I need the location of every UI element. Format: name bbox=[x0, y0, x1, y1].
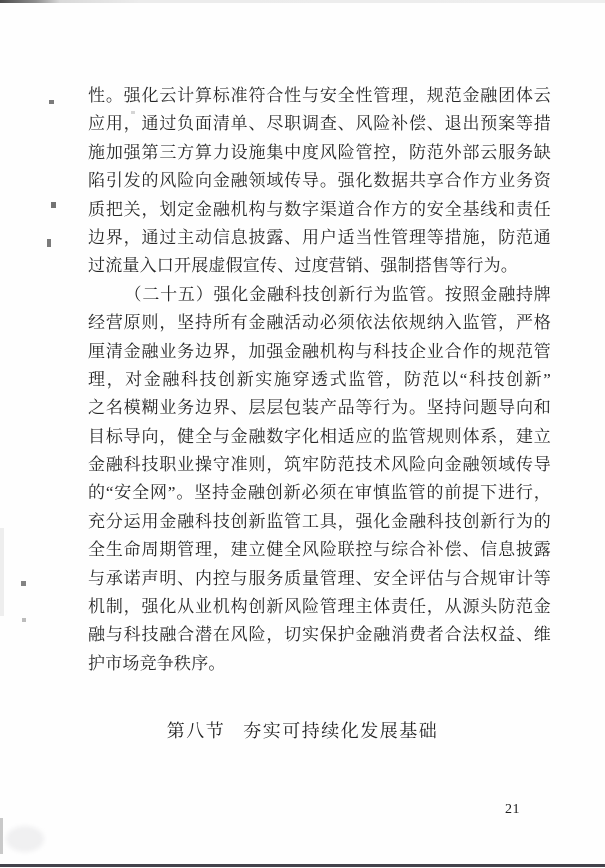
section-number: 第八节 bbox=[166, 721, 226, 741]
scan-smudge bbox=[6, 826, 44, 852]
text-line: 之名模糊业务边界、层层包装产品等行为。坚持问题导向和 bbox=[88, 398, 551, 418]
scan-top-edge bbox=[0, 0, 605, 3]
text-line: 融与科技融合潜在风险，切实保护金融消费者合法权益、维 bbox=[88, 625, 551, 645]
scan-speck bbox=[22, 618, 26, 622]
text-line: 经营原则，坚持所有金融活动必须依法依规纳入监管，严格 bbox=[88, 313, 551, 333]
section-heading bbox=[0, 716, 605, 746]
text-line: 充分运用金融科技创新监管工具，强化金融科技创新行为的 bbox=[88, 511, 551, 531]
text-line: 应用，通过负面清单、尽职调查、风险补偿、退出预案等措 bbox=[88, 114, 551, 134]
text-line: 施加强第三方算力设施集中度风险管控，防范外部云服务缺 bbox=[88, 142, 551, 162]
text-line: 过流量入口开展虚假宣传、过度营销、强制搭售等行为。 bbox=[88, 256, 518, 276]
scan-speck bbox=[47, 239, 51, 247]
text-line: 机制，强化从业机构创新风险管理主体责任，从源头防范金 bbox=[88, 597, 551, 617]
text-line: 护市场竞争秩序。 bbox=[88, 653, 226, 673]
scan-speck bbox=[51, 202, 56, 208]
text-line: 目标导向，健全与金融数字化相适应的监管规则体系，建立 bbox=[88, 426, 551, 446]
scan-smudge bbox=[0, 528, 4, 616]
text-line: 全生命周期管理，建立健全风险联控与综合补偿、信息披露 bbox=[88, 540, 551, 560]
section-title: 夯实可持续化发展基础 bbox=[243, 721, 439, 741]
text-line: 陷引发的风险向金融领域传导。强化数据共享合作方业务资 bbox=[88, 171, 551, 191]
scan-speck bbox=[49, 100, 54, 104]
text-line: （二十五）强化金融科技创新行为监管。按照金融持牌 bbox=[124, 284, 551, 304]
text-line: 性。强化云计算标准符合性与安全性管理，规范金融团体云 bbox=[88, 86, 551, 105]
body-text bbox=[88, 82, 551, 678]
text-line: 边界，通过主动信息披露、用户适当性管理等措施，防范通 bbox=[88, 227, 551, 247]
scan-smudge bbox=[0, 818, 3, 854]
text-line: 理，对金融科技创新实施穿透式监管，防范以“科技创新” bbox=[88, 369, 551, 389]
scan-bottom-edge bbox=[0, 864, 605, 867]
text-line: 金融科技职业操守准则，筑牢防范技术风险向金融领域传导 bbox=[88, 455, 551, 475]
text-line: 的“安全网”。坚持金融创新必须在审慎监管的前提下进行， bbox=[88, 483, 551, 503]
text-line: 与承诺声明、内控与服务质量管理、安全评估与合规审计等 bbox=[88, 568, 551, 588]
scan-speck bbox=[21, 581, 26, 586]
page-number: 21 bbox=[505, 802, 520, 817]
text-line: 厘清金融业务边界，加强金融机构与科技企业合作的规范管 bbox=[88, 341, 551, 361]
text-line: 质把关，划定金融机构与数字渠道合作方的安全基线和责任 bbox=[88, 199, 551, 219]
